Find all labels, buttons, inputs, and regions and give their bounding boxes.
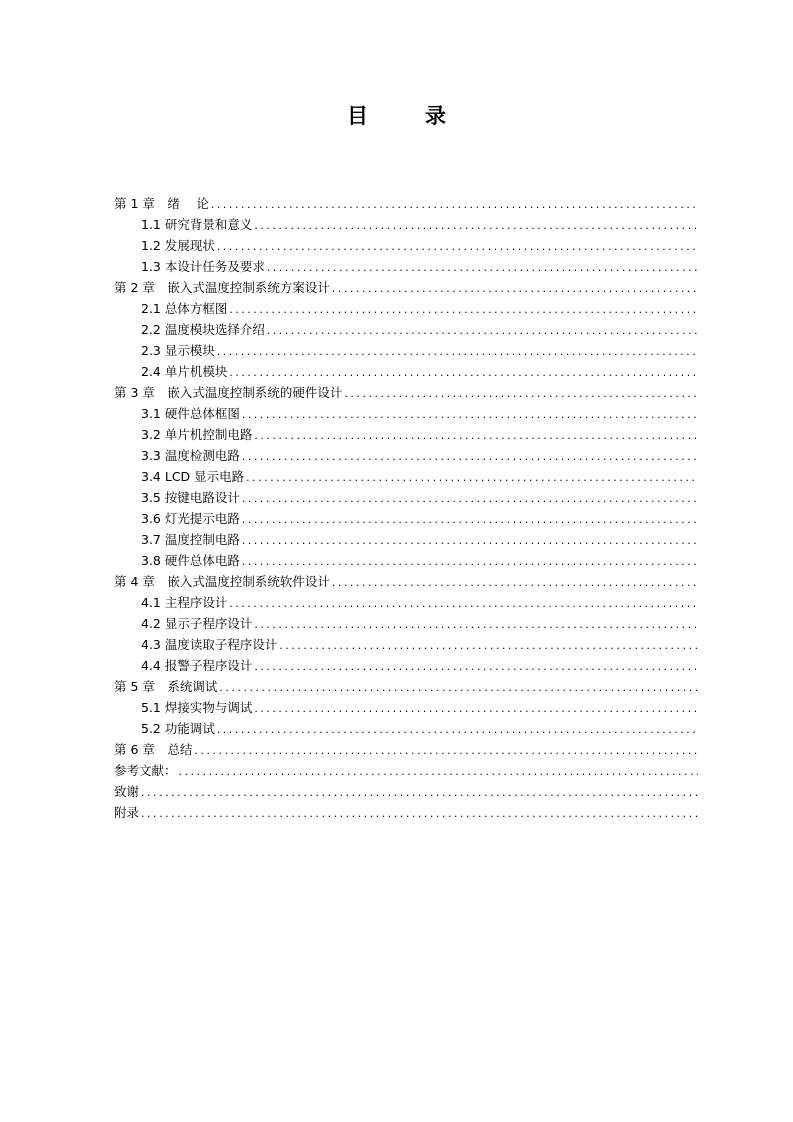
toc-dot-leader	[228, 367, 698, 382]
toc-chapter-entry[interactable]	[114, 802, 698, 823]
toc-entry-label: 第 5 章 系统调试	[114, 679, 218, 694]
toc-section-entry[interactable]	[114, 214, 698, 235]
toc-entry-label: 4.2 显示子程序设计	[141, 616, 253, 631]
toc-entry-label: 2.3 显示模块	[141, 343, 215, 358]
toc-section-entry[interactable]	[114, 634, 698, 655]
toc-dot-leader	[253, 703, 698, 718]
toc-entry-label: 附录	[114, 805, 140, 820]
toc-chapter-entry[interactable]	[114, 193, 698, 214]
toc-entry-label: 4.3 温度读取子程序设计	[141, 637, 278, 652]
toc-dot-leader	[253, 430, 698, 445]
toc-entry-label: 3.5 按键电路设计	[141, 490, 240, 505]
toc-dot-leader	[228, 598, 698, 613]
toc-chapter-entry[interactable]	[114, 739, 698, 760]
toc-dot-leader	[253, 661, 698, 676]
toc-entry-label: 3.6 灯光提示电路	[141, 511, 240, 526]
toc-entry-label: 致谢	[114, 784, 140, 799]
toc-section-entry[interactable]	[114, 319, 698, 340]
toc-dot-leader	[241, 514, 698, 529]
toc-dot-leader	[210, 199, 698, 214]
toc-entry-label: 第 3 章 嵌入式温度控制系统的硬件设计	[114, 385, 343, 400]
toc-entry-label: 第 6 章 总结	[114, 742, 193, 757]
toc-section-entry[interactable]	[114, 403, 698, 424]
toc-entry-label: 3.2 单片机控制电路	[141, 427, 253, 442]
toc-section-entry[interactable]	[114, 592, 698, 613]
toc-entry-label: 第 2 章 嵌入式温度控制系统方案设计	[114, 280, 330, 295]
toc-dot-leader	[216, 724, 698, 739]
toc-entry-label: 2.1 总体方框图	[141, 301, 228, 316]
toc-section-entry[interactable]	[114, 655, 698, 676]
toc-section-entry[interactable]	[114, 340, 698, 361]
toc-section-entry[interactable]	[114, 445, 698, 466]
toc-section-entry[interactable]	[114, 466, 698, 487]
toc-entry-label: 3.4 LCD 显示电路	[141, 469, 245, 484]
toc-dot-leader	[241, 556, 698, 571]
toc-dot-leader	[241, 451, 698, 466]
toc-chapter-entry[interactable]	[114, 760, 698, 781]
toc-entry-label: 5.1 焊接实物与调试	[141, 700, 253, 715]
toc-entry-label: 第 1 章 绪 论	[114, 196, 209, 211]
toc-section-entry[interactable]	[114, 550, 698, 571]
toc-entry-label: 4.4 报警子程序设计	[141, 658, 253, 673]
toc-section-entry[interactable]	[114, 256, 698, 277]
toc-section-entry[interactable]	[114, 298, 698, 319]
toc-section-entry[interactable]	[114, 487, 698, 508]
toc-section-entry[interactable]	[114, 235, 698, 256]
toc-dot-leader	[331, 577, 698, 592]
toc-chapter-entry[interactable]	[114, 676, 698, 697]
toc-entry-label: 参考文献：	[114, 763, 177, 778]
toc-dot-leader	[253, 619, 698, 634]
toc-section-entry[interactable]	[114, 529, 698, 550]
toc-section-entry[interactable]	[114, 508, 698, 529]
toc-dot-leader	[218, 682, 698, 697]
toc-section-entry[interactable]	[114, 424, 698, 445]
toc-dot-leader	[331, 283, 698, 298]
toc-dot-leader	[140, 808, 698, 823]
toc-entry-label: 4.1 主程序设计	[141, 595, 228, 610]
toc-dot-leader	[140, 787, 698, 802]
toc-section-entry[interactable]	[114, 718, 698, 739]
toc-dot-leader	[216, 346, 698, 361]
toc-section-entry[interactable]	[114, 697, 698, 718]
toc-entry-label: 3.1 硬件总体框图	[141, 406, 240, 421]
toc-entry-label: 2.2 温度模块选择介绍	[141, 322, 265, 337]
toc-dot-leader	[241, 493, 698, 508]
toc-dot-leader	[178, 766, 698, 781]
toc-dot-leader	[266, 262, 698, 277]
toc-entry-label: 1.2 发展现状	[141, 238, 215, 253]
toc-chapter-entry[interactable]	[114, 571, 698, 592]
toc-chapter-entry[interactable]	[114, 382, 698, 403]
toc-dot-leader	[278, 640, 698, 655]
toc-entry-label: 第 4 章 嵌入式温度控制系统软件设计	[114, 574, 330, 589]
toc-section-entry[interactable]	[114, 361, 698, 382]
toc-dot-leader	[241, 535, 698, 550]
toc-dot-leader	[241, 409, 698, 424]
toc-dot-leader	[245, 472, 698, 487]
toc-chapter-entry[interactable]	[114, 781, 698, 802]
toc-entry-label: 3.8 硬件总体电路	[141, 553, 240, 568]
toc-dot-leader	[253, 220, 698, 235]
toc-dot-leader	[228, 304, 698, 319]
toc-entry-label: 1.3 本设计任务及要求	[141, 259, 265, 274]
toc-entry-label: 3.3 温度检测电路	[141, 448, 240, 463]
toc-entry-label: 1.1 研究背景和意义	[141, 217, 253, 232]
toc-chapter-entry[interactable]	[114, 277, 698, 298]
toc-entry-label: 2.4 单片机模块	[141, 364, 228, 379]
toc-dot-leader	[266, 325, 698, 340]
table-of-contents	[114, 193, 698, 823]
toc-dot-leader	[193, 745, 698, 760]
toc-entry-label: 3.7 温度控制电路	[141, 532, 240, 547]
page-title: 目 录	[347, 104, 464, 128]
toc-entry-label: 5.2 功能调试	[141, 721, 215, 736]
toc-dot-leader	[216, 241, 698, 256]
toc-dot-leader	[343, 388, 698, 403]
toc-section-entry[interactable]	[114, 613, 698, 634]
